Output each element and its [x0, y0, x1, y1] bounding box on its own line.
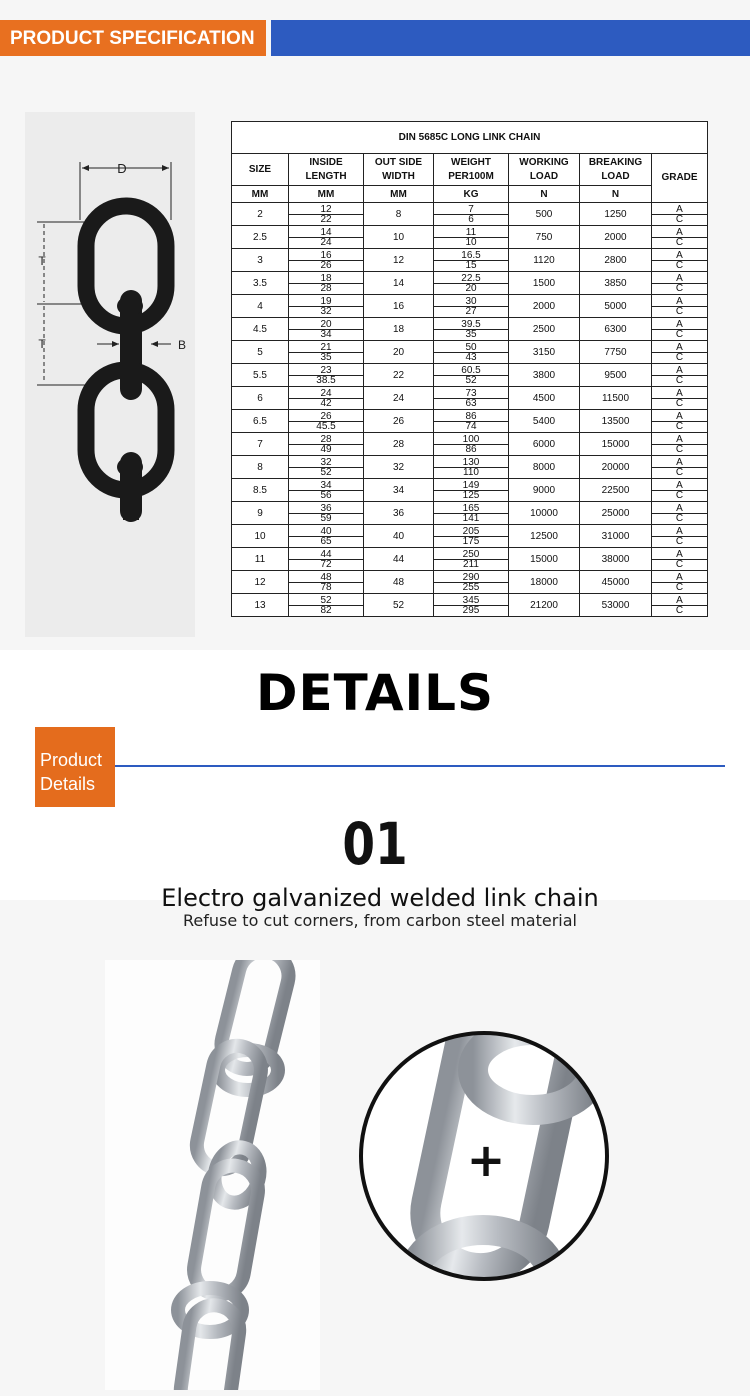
header-working-load: WORKING LOAD: [509, 154, 580, 186]
cell-weight-value: 30: [465, 295, 477, 307]
cell-inside: [289, 249, 364, 272]
cell-inside-value: 49: [289, 444, 363, 456]
cell-grade-value: C: [652, 214, 707, 226]
cell-grade-value: C: [652, 513, 707, 525]
cell-grade: [652, 387, 708, 410]
table-row: [232, 548, 708, 571]
cell-inside-value: 19: [320, 295, 332, 307]
cell-weight: [434, 226, 509, 249]
cell-weight-value: 165: [462, 502, 480, 514]
cell-inside-value: 59: [289, 513, 363, 525]
cell-width: 26: [364, 410, 434, 433]
cell-grade-value: A: [676, 479, 683, 491]
unit-cell: MM: [232, 186, 289, 203]
cell-inside-value: 21: [320, 341, 332, 353]
cell-size: 3: [232, 249, 289, 272]
cell-width: 52: [364, 594, 434, 617]
cell-weight: [434, 525, 509, 548]
cell-inside-value: 42: [289, 398, 363, 410]
cell-inside-value: 34: [289, 329, 363, 341]
cell-grade-value: C: [652, 352, 707, 364]
cell-inside: [289, 272, 364, 295]
feature-headline: Electro galvanized welded link chain: [161, 884, 599, 912]
header-grade: GRADE: [652, 154, 708, 203]
cell-inside: [289, 594, 364, 617]
cell-width: 28: [364, 433, 434, 456]
cell-weight-value: 205: [462, 525, 480, 537]
cell-breaking: 25000: [580, 502, 652, 525]
cell-size: 6: [232, 387, 289, 410]
cell-weight: [434, 410, 509, 433]
cell-working: 6000: [509, 433, 580, 456]
cell-weight: [434, 433, 509, 456]
cell-weight: [434, 594, 509, 617]
cell-grade: [652, 594, 708, 617]
label-t-lower: T: [38, 337, 46, 351]
cell-breaking: 2800: [580, 249, 652, 272]
cell-weight-value: 86: [465, 410, 477, 422]
cell-inside: [289, 502, 364, 525]
cell-inside: [289, 364, 364, 387]
zoom-plus-icon: +: [466, 1133, 506, 1187]
cell-inside-value: 12: [320, 203, 332, 215]
unit-cell: KG: [434, 186, 509, 203]
product-details-badge: [35, 727, 115, 807]
feature-subline: Refuse to cut corners, from carbon steel material: [183, 911, 577, 930]
cell-working: 500: [509, 203, 580, 226]
cell-weight-value: 149: [462, 479, 480, 491]
cell-width: 16: [364, 295, 434, 318]
cell-working: 2000: [509, 295, 580, 318]
cell-working: 9000: [509, 479, 580, 502]
cell-weight: [434, 571, 509, 594]
cell-weight-value: 27: [434, 306, 508, 318]
cell-size: 4: [232, 295, 289, 318]
cell-weight-value: 11: [465, 226, 477, 238]
cell-weight: [434, 295, 509, 318]
cell-weight-value: 10: [434, 237, 508, 249]
unit-cell: N: [509, 186, 580, 203]
cell-inside-value: 28: [289, 283, 363, 295]
cell-weight-value: 175: [434, 536, 508, 548]
cell-grade-value: C: [652, 444, 707, 456]
cell-weight-value: 255: [434, 582, 508, 594]
product-specification-header: [0, 20, 750, 56]
header-blue-band: [271, 20, 750, 56]
cell-grade: [652, 318, 708, 341]
cell-weight: [434, 203, 509, 226]
cell-width: 14: [364, 272, 434, 295]
cell-weight-value: 15: [434, 260, 508, 272]
cell-weight-value: 211: [434, 559, 508, 571]
cell-width: 32: [364, 456, 434, 479]
cell-width: 10: [364, 226, 434, 249]
cell-inside-value: 32: [320, 456, 332, 468]
cell-grade: [652, 525, 708, 548]
cell-breaking: 20000: [580, 456, 652, 479]
cell-inside: [289, 341, 364, 364]
cell-width: 22: [364, 364, 434, 387]
cell-width: 48: [364, 571, 434, 594]
unit-cell: N: [580, 186, 652, 203]
chain-diagram-svg: [25, 112, 195, 637]
cell-grade-value: A: [676, 387, 683, 399]
cell-weight: [434, 272, 509, 295]
cell-width: 40: [364, 525, 434, 548]
cell-size: 3.5: [232, 272, 289, 295]
cell-grade: [652, 249, 708, 272]
cell-inside-value: 36: [320, 502, 332, 514]
cell-breaking: 5000: [580, 295, 652, 318]
cell-inside-value: 72: [289, 559, 363, 571]
cell-working: 2500: [509, 318, 580, 341]
table-row: [232, 203, 708, 226]
cell-size: 11: [232, 548, 289, 571]
table-row: [232, 433, 708, 456]
cell-breaking: 7750: [580, 341, 652, 364]
table-row: [232, 341, 708, 364]
badge-line-1: Product: [40, 750, 103, 770]
cell-size: 7: [232, 433, 289, 456]
table-row: [232, 295, 708, 318]
cell-inside-value: 28: [320, 433, 332, 445]
cell-weight: [434, 548, 509, 571]
cell-weight-value: 86: [434, 444, 508, 456]
cell-width: 18: [364, 318, 434, 341]
cell-grade-value: C: [652, 490, 707, 502]
cell-width: 20: [364, 341, 434, 364]
cell-grade: [652, 272, 708, 295]
cell-working: 3800: [509, 364, 580, 387]
cell-grade-value: C: [652, 467, 707, 479]
cell-inside-value: 20: [320, 318, 332, 330]
cell-inside-value: 18: [320, 272, 332, 284]
cell-weight: [434, 318, 509, 341]
cell-working: 5400: [509, 410, 580, 433]
cell-breaking: 38000: [580, 548, 652, 571]
cell-breaking: 2000: [580, 226, 652, 249]
cell-grade: [652, 410, 708, 433]
cell-grade: [652, 341, 708, 364]
cell-inside: [289, 456, 364, 479]
cell-size: 13: [232, 594, 289, 617]
cell-inside: [289, 203, 364, 226]
cell-grade-value: C: [652, 306, 707, 318]
cell-grade: [652, 295, 708, 318]
cell-inside-value: 16: [320, 249, 332, 261]
cell-working: 750: [509, 226, 580, 249]
cell-weight-value: 290: [462, 571, 480, 583]
table-row: [232, 571, 708, 594]
cell-grade-value: A: [676, 203, 683, 215]
cell-grade-value: A: [676, 272, 683, 284]
cell-grade-value: A: [676, 249, 683, 261]
table-row: [232, 502, 708, 525]
cell-breaking: 13500: [580, 410, 652, 433]
table-row: [232, 594, 708, 617]
cell-grade-value: A: [676, 525, 683, 537]
cell-breaking: 15000: [580, 433, 652, 456]
cell-grade: [652, 433, 708, 456]
cell-size: 6.5: [232, 410, 289, 433]
table-row: [232, 226, 708, 249]
cell-grade: [652, 502, 708, 525]
cell-weight-value: 125: [434, 490, 508, 502]
cell-inside-value: 52: [320, 594, 332, 606]
badge-line-2: Details: [40, 774, 96, 794]
header-size: SIZE: [232, 154, 289, 186]
cell-inside-value: 56: [289, 490, 363, 502]
cell-inside-value: 65: [289, 536, 363, 548]
table-body: [232, 203, 708, 617]
unit-cell: MM: [364, 186, 434, 203]
cell-working: 10000: [509, 502, 580, 525]
cell-size: 5.5: [232, 364, 289, 387]
units-row: [232, 186, 708, 203]
cell-weight: [434, 341, 509, 364]
cell-inside: [289, 387, 364, 410]
cell-weight-value: 50: [465, 341, 477, 353]
section-title: PRODUCT SPECIFICATION: [0, 20, 266, 56]
table-row: [232, 272, 708, 295]
cell-inside: [289, 548, 364, 571]
cell-inside-value: 34: [320, 479, 332, 491]
cell-grade-value: A: [676, 571, 683, 583]
cell-grade-value: A: [676, 318, 683, 330]
cell-inside: [289, 410, 364, 433]
cell-weight-value: 52: [434, 375, 508, 387]
cell-working: 15000: [509, 548, 580, 571]
cell-breaking: 53000: [580, 594, 652, 617]
cell-grade: [652, 479, 708, 502]
table-row: [232, 479, 708, 502]
cell-width: 12: [364, 249, 434, 272]
cell-weight-value: 22.5: [461, 272, 481, 284]
cell-inside-value: 52: [289, 467, 363, 479]
cell-weight-value: 74: [434, 421, 508, 433]
cell-grade-value: A: [676, 341, 683, 353]
cell-grade: [652, 203, 708, 226]
cell-weight: [434, 502, 509, 525]
cell-breaking: 22500: [580, 479, 652, 502]
cell-grade-value: C: [652, 398, 707, 410]
cell-size: 5: [232, 341, 289, 364]
header-weight: WEIGHT PER100M: [434, 154, 509, 186]
cell-inside: [289, 226, 364, 249]
cell-weight-value: 295: [434, 605, 508, 617]
table-row: [232, 249, 708, 272]
cell-weight: [434, 387, 509, 410]
cell-size: 2: [232, 203, 289, 226]
cell-working: 1120: [509, 249, 580, 272]
cell-inside: [289, 295, 364, 318]
cell-weight-value: 110: [434, 467, 508, 479]
header-outside-width: OUT SIDE WIDTH: [364, 154, 434, 186]
cell-grade-value: C: [652, 536, 707, 548]
cell-grade-value: C: [652, 582, 707, 594]
cell-weight-value: 35: [434, 329, 508, 341]
cell-weight-value: 73: [465, 387, 477, 399]
cell-inside-value: 44: [320, 548, 332, 560]
cell-working: 18000: [509, 571, 580, 594]
table-title: DIN 5685C LONG LINK CHAIN: [232, 122, 708, 154]
cell-weight: [434, 364, 509, 387]
cell-grade-value: C: [652, 237, 707, 249]
cell-grade: [652, 364, 708, 387]
cell-weight-value: 63: [434, 398, 508, 410]
cell-inside: [289, 479, 364, 502]
galvanized-chain-image: [105, 960, 320, 1390]
cell-width: 44: [364, 548, 434, 571]
cell-grade-value: C: [652, 283, 707, 295]
cell-width: 36: [364, 502, 434, 525]
table-row: [232, 456, 708, 479]
cell-inside-value: 48: [320, 571, 332, 583]
header-inside-length: INSIDE LENGTH: [289, 154, 364, 186]
cell-weight-value: 6: [434, 214, 508, 226]
cell-grade-value: C: [652, 329, 707, 341]
cell-weight-value: 141: [434, 513, 508, 525]
cell-size: 9: [232, 502, 289, 525]
chain-zoom-detail: [358, 1030, 610, 1282]
cell-grade-value: A: [676, 548, 683, 560]
cell-weight-value: 60.5: [461, 364, 481, 376]
cell-weight: [434, 479, 509, 502]
cell-grade-value: A: [676, 410, 683, 422]
cell-breaking: 6300: [580, 318, 652, 341]
cell-inside-value: 40: [320, 525, 332, 537]
cell-width: 24: [364, 387, 434, 410]
table-row: [232, 318, 708, 341]
cell-grade-value: A: [676, 456, 683, 468]
cell-weight-value: 100: [462, 433, 480, 445]
table-row: [232, 525, 708, 548]
cell-grade-value: A: [676, 433, 683, 445]
cell-width: 8: [364, 203, 434, 226]
cell-grade-value: C: [652, 605, 707, 617]
cell-grade-value: A: [676, 502, 683, 514]
cell-inside: [289, 571, 364, 594]
cell-size: 4.5: [232, 318, 289, 341]
label-d: D: [117, 161, 127, 176]
cell-grade: [652, 571, 708, 594]
cell-grade-value: C: [652, 260, 707, 272]
cell-inside: [289, 318, 364, 341]
cell-size: 12: [232, 571, 289, 594]
specification-table: [231, 121, 708, 617]
cell-breaking: 11500: [580, 387, 652, 410]
cell-weight-value: 43: [434, 352, 508, 364]
label-b: B: [178, 338, 187, 352]
cell-inside-value: 24: [320, 387, 332, 399]
cell-inside-value: 22: [289, 214, 363, 226]
cell-grade: [652, 548, 708, 571]
cell-grade-value: A: [676, 295, 683, 307]
cell-inside: [289, 433, 364, 456]
cell-weight-value: 20: [434, 283, 508, 295]
cell-inside: [289, 525, 364, 548]
table-row: [232, 364, 708, 387]
badge-divider-line: [115, 765, 725, 767]
details-title: DETAILS: [255, 664, 495, 722]
cell-breaking: 31000: [580, 525, 652, 548]
cell-working: 8000: [509, 456, 580, 479]
cell-breaking: 3850: [580, 272, 652, 295]
cell-inside-value: 24: [289, 237, 363, 249]
table-row: [232, 387, 708, 410]
chain-dimension-diagram: [25, 112, 195, 637]
cell-breaking: 45000: [580, 571, 652, 594]
cell-inside-value: 82: [289, 605, 363, 617]
cell-inside-value: 38.5: [289, 375, 363, 387]
cell-working: 21200: [509, 594, 580, 617]
cell-grade-value: C: [652, 559, 707, 571]
cell-inside-value: 78: [289, 582, 363, 594]
cell-grade-value: C: [652, 375, 707, 387]
cell-inside-value: 35: [289, 352, 363, 364]
cell-width: 34: [364, 479, 434, 502]
cell-weight-value: 130: [462, 456, 480, 468]
cell-working: 3150: [509, 341, 580, 364]
cell-working: 1500: [509, 272, 580, 295]
cell-grade-value: A: [676, 594, 683, 606]
cell-size: 2.5: [232, 226, 289, 249]
cell-weight: [434, 249, 509, 272]
cell-grade-value: A: [676, 364, 683, 376]
cell-weight-value: 250: [462, 548, 480, 560]
cell-weight-value: 345: [462, 594, 480, 606]
cell-size: 8: [232, 456, 289, 479]
cell-inside-value: 45.5: [289, 421, 363, 433]
cell-grade-value: C: [652, 421, 707, 433]
cell-breaking: 9500: [580, 364, 652, 387]
cell-size: 8.5: [232, 479, 289, 502]
cell-inside-value: 26: [289, 260, 363, 272]
cell-working: 4500: [509, 387, 580, 410]
header-breaking-load: BREAKING LOAD: [580, 154, 652, 186]
cell-grade: [652, 456, 708, 479]
cell-working: 12500: [509, 525, 580, 548]
cell-breaking: 1250: [580, 203, 652, 226]
cell-inside-value: 14: [320, 226, 332, 238]
table-row: [232, 410, 708, 433]
cell-size: 10: [232, 525, 289, 548]
cell-grade-value: A: [676, 226, 683, 238]
cell-weight-value: 7: [468, 203, 474, 215]
cell-inside-value: 23: [320, 364, 332, 376]
cell-weight-value: 39.5: [461, 318, 481, 330]
cell-inside-value: 32: [289, 306, 363, 318]
cell-weight: [434, 456, 509, 479]
feature-number: 01: [342, 810, 408, 878]
cell-grade: [652, 226, 708, 249]
label-t-upper: T: [38, 254, 46, 268]
cell-inside-value: 26: [320, 410, 332, 422]
cell-weight-value: 16.5: [461, 249, 481, 261]
unit-cell: MM: [289, 186, 364, 203]
